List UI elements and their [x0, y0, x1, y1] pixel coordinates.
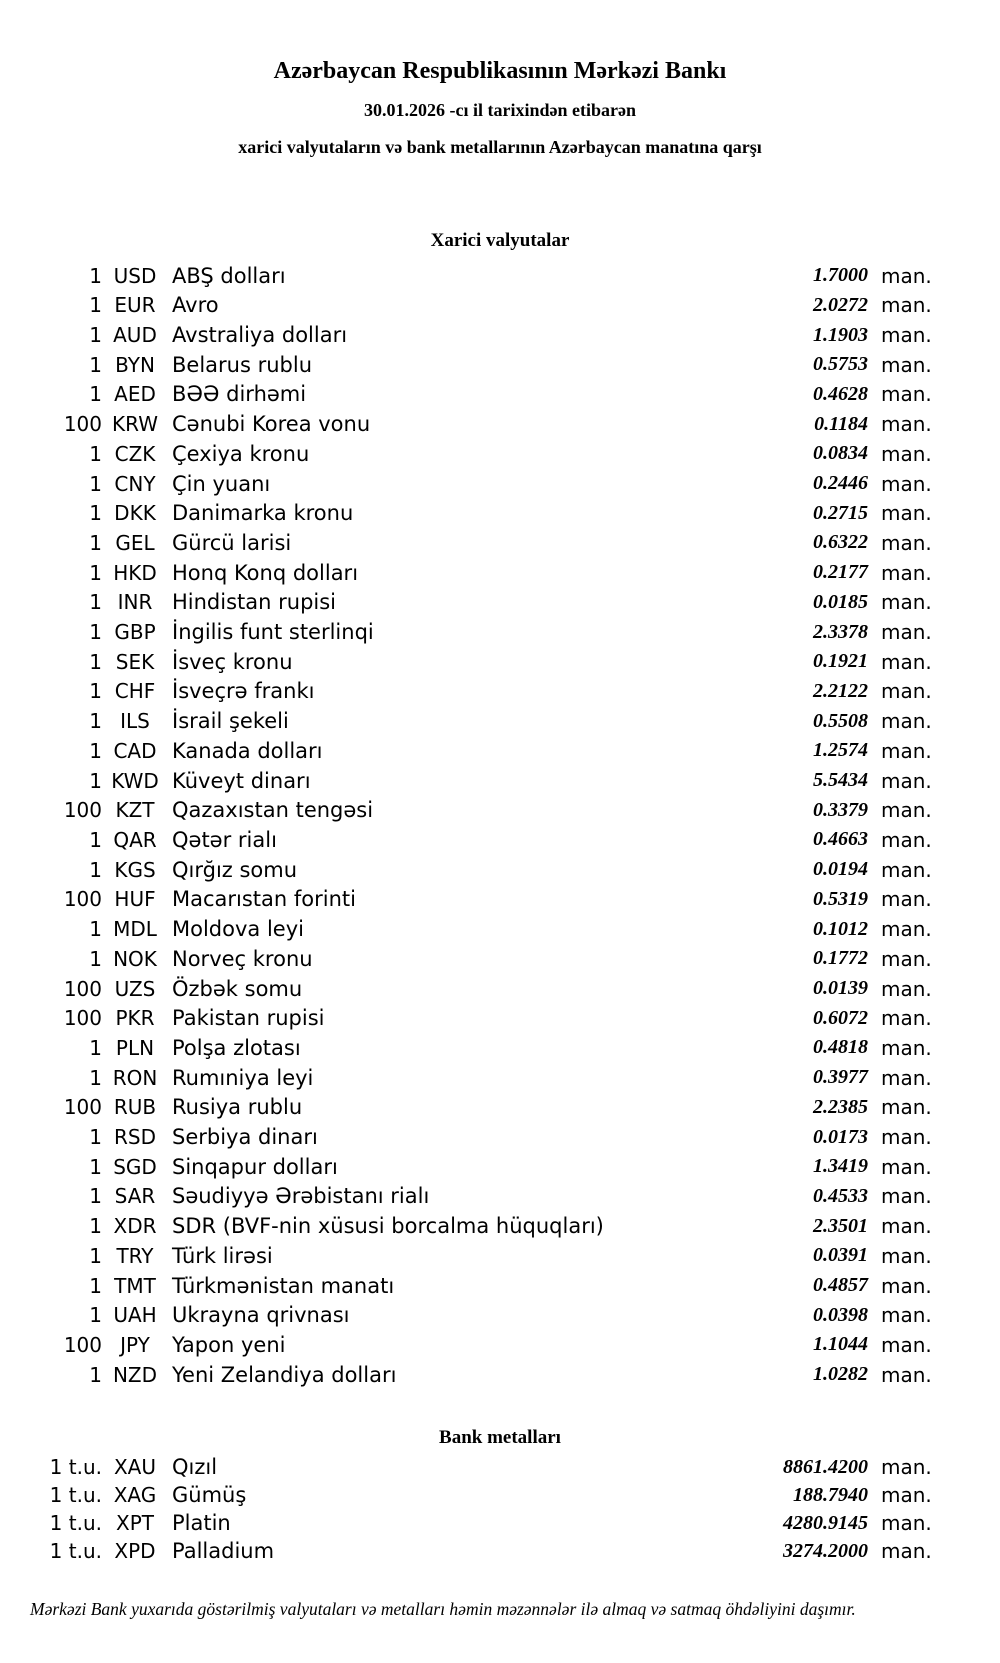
currency-name: Polşa zlotası	[172, 1035, 301, 1060]
unit-label: man.	[881, 471, 932, 496]
unit-label: man.	[881, 620, 932, 645]
rate-value: 0.0398	[813, 1303, 868, 1326]
currency-name: Çexiya kronu	[172, 441, 310, 466]
currency-name: Kanada dolları	[172, 738, 323, 763]
unit-label: man.	[881, 412, 932, 437]
quantity: 1	[89, 857, 102, 882]
currency-code: PLN	[115, 1035, 155, 1060]
currency-code: XPT	[116, 1511, 154, 1536]
currency-code: KWD	[111, 768, 159, 793]
quantity: 1	[89, 768, 102, 793]
currency-code: EUR	[114, 293, 156, 318]
currency-code: HKD	[113, 560, 157, 585]
quantity: 1	[89, 323, 102, 348]
quantity: 1 t.u.	[49, 1511, 102, 1536]
currency-code: MDL	[113, 917, 157, 942]
currency-name: Gürcü larisi	[172, 530, 292, 555]
unit-label: man.	[881, 1214, 932, 1239]
unit-label: man.	[881, 1539, 932, 1564]
quantity: 1	[89, 530, 102, 555]
currency-code: NZD	[112, 1362, 158, 1387]
rate-value: 2.3378	[813, 620, 868, 643]
quantity: 1	[89, 1303, 102, 1328]
quantity: 1	[89, 917, 102, 942]
currency-code: RUB	[113, 1095, 157, 1120]
unit-label: man.	[881, 768, 932, 793]
unit-label: man.	[881, 1243, 932, 1268]
currency-code: CHF	[114, 679, 156, 704]
currency-name: Qazaxıstan tengəsi	[172, 798, 374, 823]
currency-code: RON	[112, 1065, 158, 1090]
currency-code: XPD	[114, 1539, 156, 1564]
currency-name: Danimarka kronu	[172, 501, 354, 526]
unit-label: man.	[881, 887, 932, 912]
rate-value: 2.2122	[813, 679, 868, 702]
unit-label: man.	[881, 1065, 932, 1090]
quantity: 100	[63, 1332, 102, 1357]
quantity: 100	[63, 1095, 102, 1120]
quantity: 1 t.u.	[49, 1483, 102, 1508]
quantity: 1	[89, 1214, 102, 1239]
rate-value: 0.5753	[813, 353, 868, 376]
currency-name: SDR (BVF-nin xüsusi borcalma hüquqları)	[172, 1214, 604, 1239]
currency-code: BYN	[115, 352, 155, 377]
currency-code: CNY	[114, 471, 156, 496]
currency-name: Qətər rialı	[172, 827, 277, 852]
rate-value: 0.1012	[813, 917, 868, 940]
quantity: 1 t.u.	[49, 1539, 102, 1564]
rate-value: 0.0391	[813, 1244, 868, 1267]
unit-label: man.	[881, 857, 932, 882]
currency-code: PKR	[115, 1006, 155, 1031]
rate-row	[0, 677, 1000, 707]
unit-label: man.	[881, 1035, 932, 1060]
rate-row	[0, 350, 1000, 380]
quantity: 1	[89, 620, 102, 645]
quantity: 1	[89, 679, 102, 704]
currency-name: Çin yuanı	[172, 471, 271, 496]
rate-row	[0, 914, 1000, 944]
unit-label: man.	[881, 293, 932, 318]
currency-code: GEL	[115, 530, 155, 555]
unit-label: man.	[881, 1303, 932, 1328]
currency-code: JPY	[120, 1332, 150, 1357]
rate-value: 0.4628	[813, 382, 868, 405]
currencies-section-title: Xarici valyutalar	[430, 229, 570, 251]
currency-code: XAU	[113, 1455, 157, 1480]
currency-name: Yeni Zelandiya dolları	[172, 1362, 397, 1387]
unit-label: man.	[881, 560, 932, 585]
currency-code: NOK	[113, 946, 157, 971]
currency-name: Türk lirəsi	[172, 1243, 273, 1268]
effective-date-line: 30.01.2026 -cı il tarixindən etibarən	[364, 99, 636, 120]
currency-name: Rusiya rublu	[172, 1095, 303, 1120]
currency-name: İsveçrə frankı	[172, 679, 315, 704]
rate-value: 0.4533	[813, 1184, 868, 1207]
currency-code: AUD	[113, 323, 157, 348]
rate-value: 0.2177	[813, 561, 868, 584]
rate-value: 0.0173	[813, 1125, 868, 1148]
currency-name: Honq Konq dolları	[172, 560, 359, 585]
rate-row	[0, 380, 1000, 410]
rate-value: 5.5434	[813, 769, 868, 792]
rate-value: 0.1772	[813, 947, 868, 970]
rate-row	[0, 1453, 1000, 1481]
rate-row	[0, 528, 1000, 558]
currency-code: USD	[113, 263, 157, 288]
currency-name: Gümüş	[172, 1483, 247, 1508]
rate-row	[0, 439, 1000, 469]
rate-row	[0, 617, 1000, 647]
rate-row	[0, 588, 1000, 618]
unit-label: man.	[881, 1362, 932, 1387]
currency-name: Cənubi Korea vonu	[172, 412, 371, 437]
rate-row	[0, 1092, 1000, 1122]
unit-label: man.	[881, 352, 932, 377]
rate-row	[0, 1211, 1000, 1241]
quantity: 100	[63, 798, 102, 823]
quantity: 1	[89, 441, 102, 466]
rate-row	[0, 409, 1000, 439]
unit-label: man.	[881, 976, 932, 1001]
rate-row	[0, 795, 1000, 825]
rate-value: 0.4818	[813, 1036, 868, 1059]
rate-value: 1.1044	[813, 1333, 868, 1356]
quantity: 1	[89, 560, 102, 585]
unit-label: man.	[881, 1273, 932, 1298]
unit-label: man.	[881, 1184, 932, 1209]
rate-value: 1.2574	[813, 739, 868, 762]
rate-row	[0, 1481, 1000, 1509]
rate-row	[0, 1360, 1000, 1390]
quantity: 100	[63, 412, 102, 437]
rate-row	[0, 736, 1000, 766]
currency-code: XAG	[113, 1483, 157, 1508]
rate-row	[0, 706, 1000, 736]
unit-label: man.	[881, 1483, 932, 1508]
currency-name: Pakistan rupisi	[172, 1006, 325, 1031]
rate-value: 1.7000	[813, 264, 868, 287]
rate-value: 0.1921	[813, 650, 868, 673]
rate-value: 0.2715	[813, 501, 868, 524]
rate-row	[0, 1182, 1000, 1212]
unit-label: man.	[881, 323, 932, 348]
rate-value: 0.0185	[813, 590, 868, 613]
quantity: 1	[89, 1184, 102, 1209]
currency-name: Qızıl	[172, 1455, 218, 1480]
rate-value: 0.0194	[813, 858, 868, 881]
currencies-table	[0, 261, 1000, 1390]
currency-name: ABŞ dolları	[172, 263, 286, 288]
unit-label: man.	[881, 1455, 932, 1480]
rate-value: 0.3977	[813, 1066, 868, 1089]
rate-row	[0, 558, 1000, 588]
quantity: 1	[89, 738, 102, 763]
unit-label: man.	[881, 738, 932, 763]
currency-name: Avstraliya dolları	[172, 323, 348, 348]
currency-code: CAD	[113, 738, 157, 763]
rate-row	[0, 885, 1000, 915]
unit-label: man.	[881, 1154, 932, 1179]
rate-value: 4280.9145	[783, 1511, 868, 1534]
currency-code: TMT	[114, 1273, 156, 1298]
currency-code: KRW	[112, 412, 158, 437]
metals-table	[0, 1453, 1000, 1565]
currency-name: Serbiya dinarı	[172, 1125, 318, 1150]
quantity: 1	[89, 382, 102, 407]
currency-name: İngilis funt sterlinqi	[172, 620, 374, 645]
currency-code: GBP	[114, 620, 156, 645]
quantity: 1	[89, 1035, 102, 1060]
unit-label: man.	[881, 798, 932, 823]
rate-value: 188.7940	[793, 1483, 868, 1506]
rate-value: 1.0282	[813, 1363, 868, 1386]
rate-row	[0, 469, 1000, 499]
currency-name: Qırğız somu	[172, 857, 298, 882]
rate-row	[0, 498, 1000, 528]
quantity: 1	[89, 471, 102, 496]
rate-value: 0.2446	[813, 472, 868, 495]
currency-name: Özbək somu	[172, 976, 303, 1001]
rate-value: 0.4663	[813, 828, 868, 851]
currency-name: Palladium	[172, 1539, 275, 1564]
unit-label: man.	[881, 1125, 932, 1150]
currency-name: İsveç kronu	[172, 649, 293, 674]
rate-value: 0.0139	[813, 977, 868, 999]
rate-row	[0, 825, 1000, 855]
rate-value: 1.1903	[813, 323, 868, 346]
quantity: 100	[63, 1006, 102, 1031]
currency-name: Moldova leyi	[172, 917, 304, 942]
rate-value: 2.3501	[813, 1214, 868, 1237]
currency-code: XDR	[113, 1214, 157, 1239]
rate-row	[0, 1241, 1000, 1271]
unit-label: man.	[881, 649, 932, 674]
bulletin-title: Azərbaycan Respublikasının Mərkəzi Bankı	[273, 58, 727, 84]
rate-row	[0, 855, 1000, 885]
rate-row	[0, 290, 1000, 320]
rate-row	[0, 944, 1000, 974]
unit-label: man.	[881, 501, 932, 526]
quantity: 1	[89, 709, 102, 734]
currency-code: SGD	[113, 1154, 157, 1179]
rate-value: 8861.4200	[783, 1455, 868, 1478]
rate-row	[0, 1003, 1000, 1033]
rate-row	[0, 1271, 1000, 1301]
quantity: 1	[89, 649, 102, 674]
currency-name: Ukrayna qrivnası	[172, 1303, 350, 1328]
unit-label: man.	[881, 263, 932, 288]
rate-row	[0, 1330, 1000, 1360]
currency-name: Yapon yeni	[172, 1332, 286, 1357]
rate-value: 3274.2000	[783, 1539, 868, 1562]
quantity: 1	[89, 1243, 102, 1268]
currency-code: UAH	[113, 1303, 157, 1328]
unit-label: man.	[881, 827, 932, 852]
quantity: 1	[89, 1154, 102, 1179]
currency-name: BƏƏ dirhəmi	[172, 382, 307, 407]
unit-label: man.	[881, 382, 932, 407]
currency-code: ILS	[120, 709, 150, 734]
metals-section-title: Bank metalları	[439, 1426, 561, 1448]
rate-value: 0.5319	[813, 887, 868, 910]
currency-name: Rumıniya leyi	[172, 1065, 314, 1090]
unit-label: man.	[881, 530, 932, 555]
rate-row	[0, 1300, 1000, 1330]
quantity: 1	[89, 946, 102, 971]
rate-value: 1.3419	[813, 1155, 868, 1178]
exchange-rate-bulletin	[0, 57, 1000, 1663]
quantity: 1 t.u.	[49, 1455, 102, 1480]
currency-code: TRY	[116, 1243, 154, 1268]
quantity: 1	[89, 1125, 102, 1150]
unit-label: man.	[881, 679, 932, 704]
quantity: 1	[89, 352, 102, 377]
quantity: 1	[89, 293, 102, 318]
rate-row	[0, 1063, 1000, 1093]
rate-row	[0, 647, 1000, 677]
unit-label: man.	[881, 590, 932, 615]
quantity: 100	[63, 976, 102, 1001]
rate-value: 2.0272	[813, 293, 868, 316]
currency-name: Belarus rublu	[172, 352, 313, 377]
rate-value: 0.6322	[813, 531, 868, 554]
rate-row	[0, 1152, 1000, 1182]
quantity: 1	[89, 1362, 102, 1387]
rate-value: 0.5508	[813, 709, 868, 732]
rate-row	[0, 1122, 1000, 1152]
unit-label: man.	[881, 1332, 932, 1357]
currency-name: Sinqapur dolları	[172, 1154, 338, 1179]
unit-label: man.	[881, 441, 932, 466]
currency-name: Platin	[172, 1511, 231, 1536]
rate-value: 0.6072	[813, 1006, 868, 1029]
currency-name: Norveç kronu	[172, 946, 313, 971]
quantity: 1	[89, 501, 102, 526]
rate-row	[0, 261, 1000, 291]
quantity: 1	[89, 827, 102, 852]
currency-name: İsrail şekeli	[172, 709, 289, 734]
currency-code: KGS	[114, 857, 156, 882]
rate-value: 2.2385	[813, 1095, 868, 1118]
currency-code: QAR	[113, 827, 157, 852]
currency-name: Avro	[172, 293, 219, 318]
rate-row	[0, 766, 1000, 796]
quantity: 100	[63, 887, 102, 912]
currency-code: SEK	[115, 649, 155, 674]
currency-code: DKK	[114, 501, 156, 526]
unit-label: man.	[881, 917, 932, 942]
currency-name: Səudiyyə Ərəbistanı rialı	[172, 1184, 430, 1209]
disclaimer-text: Mərkəzi Bank yuxarıda göstərilmiş valyutaları və metalları həmin məzənnələr ilə almaq və satmaq öhdəliyini daşımır.	[30, 1599, 856, 1620]
rate-row	[0, 1033, 1000, 1063]
currency-code: INR	[117, 590, 153, 615]
unit-label: man.	[881, 946, 932, 971]
unit-label: man.	[881, 709, 932, 734]
currency-name: Macarıstan forinti	[172, 887, 356, 912]
currency-code: SAR	[114, 1184, 156, 1209]
currency-code: AED	[114, 382, 156, 407]
currency-code: UZS	[114, 976, 156, 1001]
quantity: 1	[89, 1273, 102, 1298]
unit-label: man.	[881, 1511, 932, 1536]
rate-value: 0.0834	[813, 442, 868, 465]
currency-name: Küveyt dinarı	[172, 768, 311, 793]
currency-code: CZK	[114, 441, 156, 466]
rate-value: 0.3379	[813, 798, 868, 821]
currency-code: KZT	[115, 798, 155, 823]
rate-row	[0, 1509, 1000, 1537]
currency-code: RSD	[114, 1125, 156, 1150]
subject-line: xarici valyutaların və bank metallarının Azərbaycan manatına qarşı	[238, 137, 762, 158]
rate-value: 0.4857	[813, 1274, 868, 1297]
quantity: 1	[89, 590, 102, 615]
rate-value: 0.1184	[814, 412, 868, 435]
quantity: 1	[89, 263, 102, 288]
unit-label: man.	[881, 1006, 932, 1031]
currency-name: Hindistan rupisi	[172, 590, 337, 615]
currency-code: HUF	[114, 887, 156, 912]
unit-label: man.	[881, 1095, 932, 1120]
currency-name: Türkmənistan manatı	[172, 1273, 395, 1298]
rate-row	[0, 1537, 1000, 1565]
quantity: 1	[89, 1065, 102, 1090]
rate-row	[0, 320, 1000, 350]
rate-row	[0, 974, 1000, 1004]
